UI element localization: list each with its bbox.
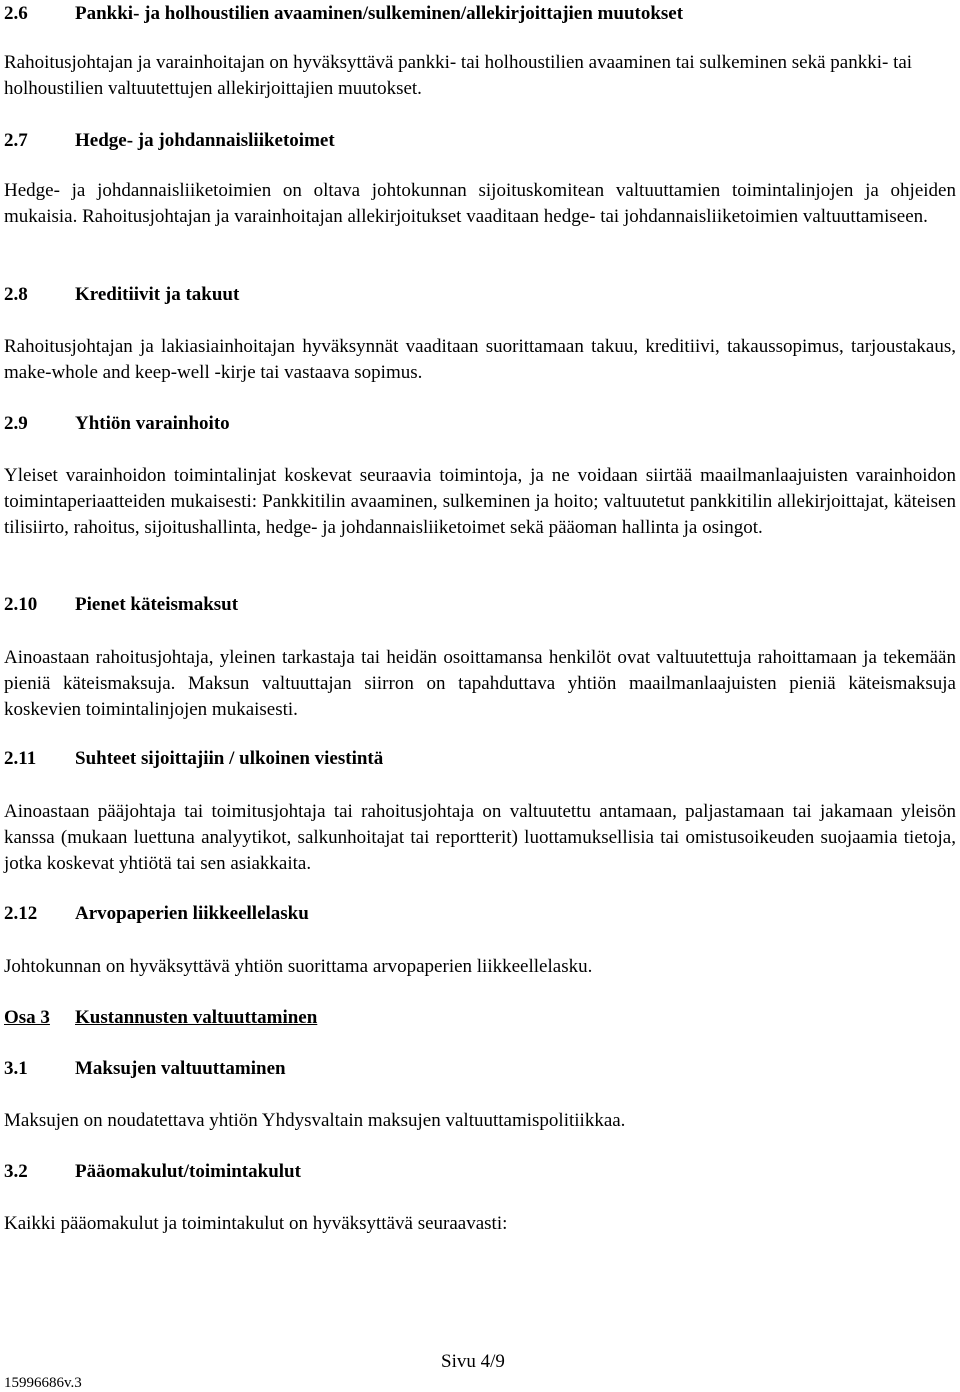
part-heading-osa-3 bbox=[4, 1006, 317, 1030]
section-heading-3-2 bbox=[4, 1160, 301, 1184]
section-heading-2-11 bbox=[4, 747, 383, 771]
section-heading-2-7 bbox=[4, 129, 335, 153]
section-number: 3.1 bbox=[4, 1058, 28, 1079]
section-title: Maksujen valtuuttaminen bbox=[75, 1058, 286, 1079]
section-number: 3.2 bbox=[4, 1161, 28, 1182]
section-heading-2-12 bbox=[4, 902, 309, 926]
section-body-2-10: Ainoastaan rahoitusjohtaja, yleinen tarkastaja tai heidän osoittamansa henkilöt ovat valtuutettuja rahoittamaan ja tekemään pieniä käteismaksuja. Maksun valtuuttajan siirron on tapahduttava yhtiön maailmanlaajuisten pieniä käteismaksuja koskevien toimintalinjojen mukaisesti. bbox=[4, 647, 956, 720]
section-body-2-6: Rahoitusjohtajan ja varainhoitajan on hyväksyttävä pankki- tai holhoustilien avaaminen tai sulkeminen sekä pankki- tai holhoustilien valtuutettujen allekirjoittajien muutokset. bbox=[4, 52, 913, 99]
section-heading-2-9 bbox=[4, 412, 230, 436]
section-title: Yhtiön varainhoito bbox=[75, 413, 230, 434]
section-heading-3-1 bbox=[4, 1057, 286, 1081]
section-title: Arvopaperien liikkeellelasku bbox=[75, 903, 309, 924]
section-title: Suhteet sijoittajiin / ulkoinen viestintä bbox=[75, 748, 384, 769]
section-heading-2-6 bbox=[4, 2, 683, 26]
section-body-2-12: Johtokunnan on hyväksyttävä yhtiön suorittama arvopaperien liikkeellelasku. bbox=[4, 956, 593, 977]
section-number: 2.10 bbox=[4, 594, 38, 615]
part-number: Osa 3 bbox=[4, 1007, 50, 1028]
section-title: Hedge- ja johdannaisliiketoimet bbox=[75, 130, 335, 151]
page-number: Sivu 4/9 bbox=[441, 1351, 505, 1372]
section-number: 2.11 bbox=[4, 748, 37, 769]
section-number: 2.6 bbox=[4, 3, 28, 24]
section-body-2-8: Rahoitusjohtajan ja lakiasiainhoitajan hyväksynnät vaaditaan suorittamaan takuu, kreditiivi, takaussopimus, tarjoustakaus, make-whole and keep-well -kirje tai vastaava sopimus. bbox=[4, 336, 956, 383]
section-body-3-2: Kaikki pääomakulut ja toimintakulut on hyväksyttävä seuraavasti: bbox=[4, 1213, 508, 1234]
section-title: Pankki- ja holhoustilien avaaminen/sulkeminen/allekirjoittajien muutokset bbox=[75, 3, 684, 24]
section-body-2-9: Yleiset varainhoidon toimintalinjat koskevat seuraavia toimintoja, ja ne voidaan siirtää maailmanlaajuisten varainhoidon toimintaperiaatteiden mukaisesti: Pankkitilin avaaminen, sulkeminen ja hoito; valtuutetut pankkitilin allekirjoittajat, käteisen tilisiirto, rahoitus, sijoitushallinta, hedge- ja johdannaisliiketoimet sekä pääoman hallinta ja osingot. bbox=[4, 465, 956, 538]
section-number: 2.12 bbox=[4, 903, 38, 924]
section-body-2-11: Ainoastaan pääjohtaja tai toimitusjohtaja tai rahoitusjohtaja on valtuutettu antamaan, paljastamaan tai jakamaan yleisön kanssa (mukaan luettuna analyytikot, salkunhoitajat tai reportterit) luottamuksellisia tai omistusoikeuden suojaamia tietoja, jotka koskevat yhtiötä tai sen asiakkaita. bbox=[4, 801, 956, 874]
section-title: Pääomakulut/toimintakulut bbox=[75, 1161, 301, 1182]
section-number: 2.8 bbox=[4, 284, 28, 305]
part-title: Kustannusten valtuuttaminen bbox=[75, 1007, 318, 1028]
section-title: Kreditiivit ja takuut bbox=[75, 284, 240, 305]
section-number: 2.7 bbox=[4, 130, 28, 151]
section-body-2-7: Hedge- ja johdannaisliiketoimien on oltava johtokunnan sijoituskomitean valtuuttamien toimintalinjojen ja ohjeiden mukaisia. Rahoitusjohtajan ja varainhoitajan allekirjoitukset vaaditaan hedge- tai johdannaisliiketoimien valtuuttamiseen. bbox=[4, 180, 956, 227]
section-number: 2.9 bbox=[4, 413, 28, 434]
section-heading-2-10 bbox=[4, 593, 238, 617]
section-body-3-1: Maksujen on noudatettava yhtiön Yhdysvaltain maksujen valtuuttamispolitiikkaa. bbox=[4, 1110, 626, 1131]
section-title: Pienet käteismaksut bbox=[75, 594, 239, 615]
document-id: 15996686v.3 bbox=[4, 1375, 82, 1391]
section-heading-2-8 bbox=[4, 283, 239, 307]
